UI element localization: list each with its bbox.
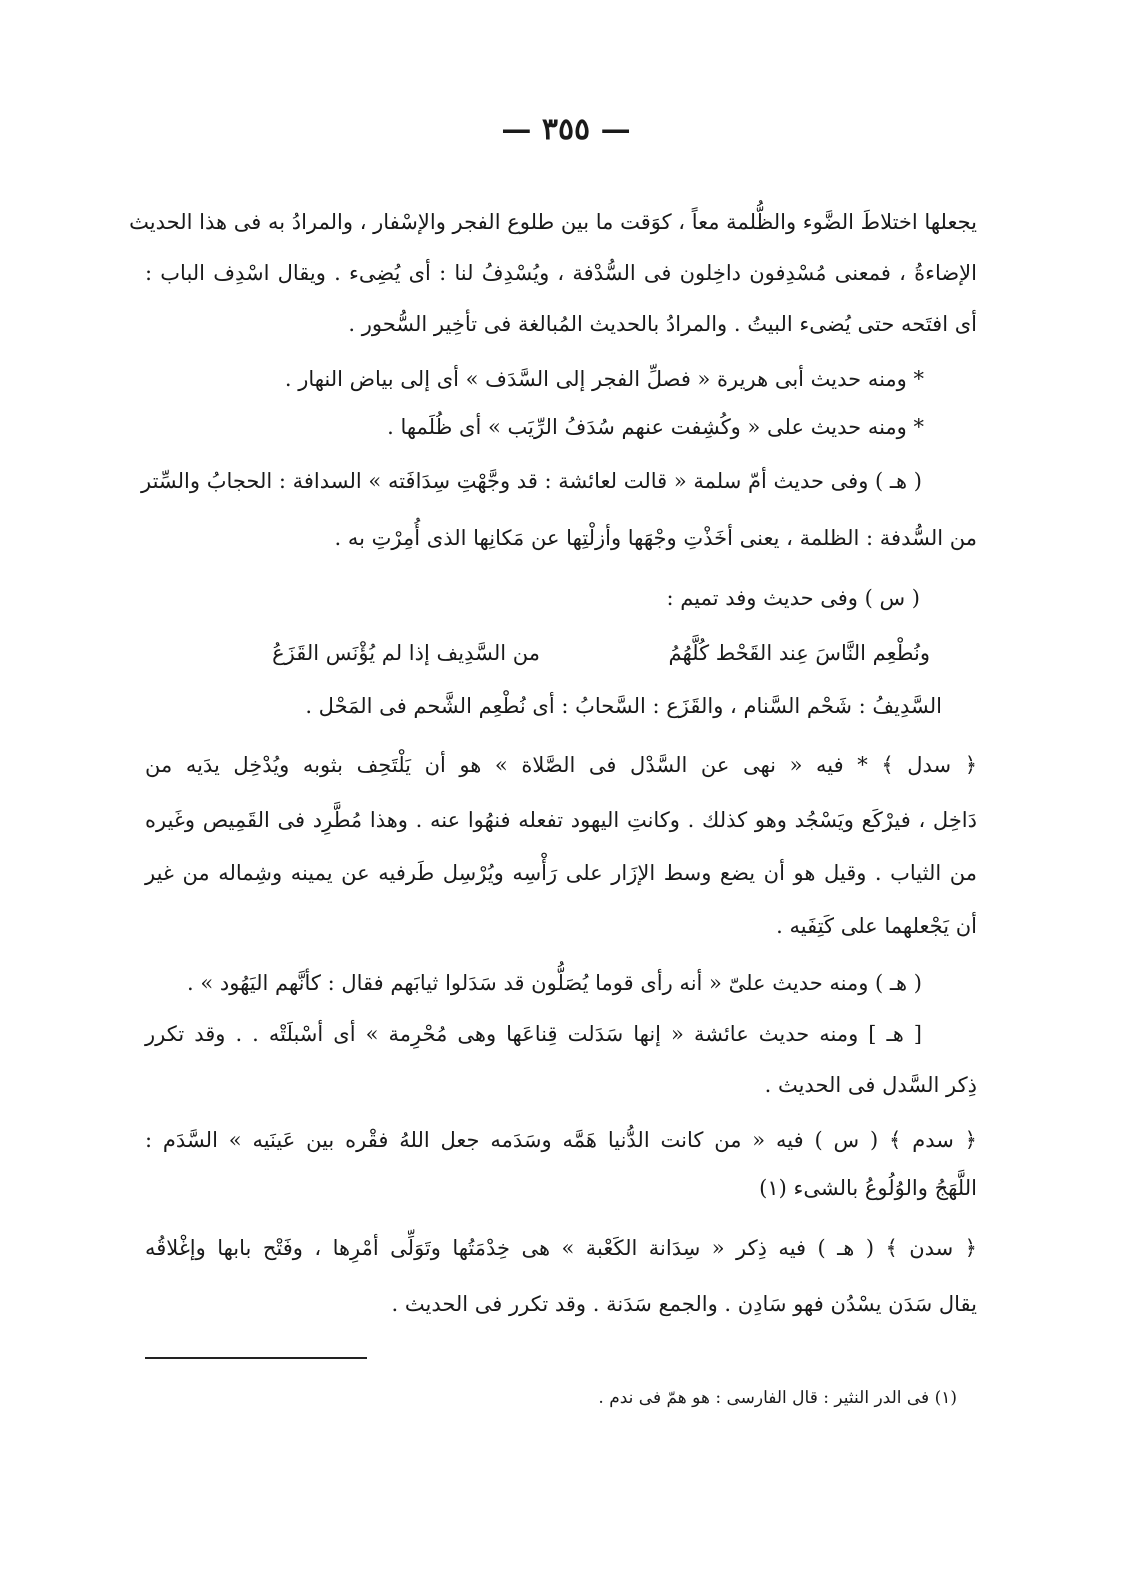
page-number: — ٣٥٥ — [501, 112, 631, 147]
text-line: الإضاءةُ ، فمعنى مُسْدِفون داخِلون فى السُّدْفة ، ويُسْدِفُ لنا : أى يُضِىء . ويقال اسْدِف الباب : [145, 261, 977, 285]
text-line: يقال سَدَن يسْدُن فهو سَادِن . والجمع سَدَنة . وقد تكرر فى الحديث . [391, 1292, 977, 1316]
text-line: السَّدِيفُ : شَحْم السَّنام ، والقَزَع : السَّحابُ : أى نُطْعِم الشَّحم فى المَحْل . [305, 694, 942, 718]
entry-sadam: ﴿ سدم ﴾ ( س ) فيه « من كانت الدُّنيا هَمَّه وسَدَمه جعل اللهُ فقْره بين عَينَيه » السَّدَم : [145, 1128, 977, 1152]
entry-sadan: ﴿ سدن ﴾ ( هـ ) فيه ذِكر « سِدَانة الكَعْبة » هى خِدْمَتُها وتَوَلِّى أمْرِها ، وفَتْح بابها وإغْلاقُه [145, 1236, 977, 1260]
text-line: ( س ) وفى حديث وفد تميم : [666, 586, 920, 610]
verse-hemistich-first: ونُطْعِم النَّاسَ عِند القَحْط كُلَّهُمُ [668, 641, 930, 665]
text-line: يجعلها اختلاطَ الضَّوء والظُّلمة معاً ، كوَقت ما بين طلوع الفجر والإسْفار ، والمرادُ به فى هذا الحديث [129, 210, 977, 234]
text-line: ( هـ ) وفى حديث أمّ سلمة « قالت لعائشة : قد وجَّهْتِ سِدَافَته » السدافة : الحجابُ والسِّتر [140, 469, 922, 493]
text-line: اللَّهَجُ والوُلُوعُ بالشىء (١) [759, 1176, 977, 1200]
text-line: دَاخِل ، فيرْكَع ويَسْجُد وهو كذلك . وكانتِ اليهود تفعله فنهُوا عنه . وهذا مُطَّرِد فى القَمِيص وغَيره [145, 808, 977, 832]
text-line: ذِكر السَّدل فى الحديث . [764, 1073, 977, 1097]
footnote-divider [145, 1357, 367, 1359]
text-line: * ومنه حديث على « وكُشِفت عنهم سُدَفُ الرِّيَب » أى ظُلَمها . [387, 415, 924, 439]
text-line: من السُّدفة : الظلمة ، يعنى أخَذْتِ وجْهَها وأزلْتِها عن مَكانِها الذى أُمِرْتِ به . [334, 526, 977, 550]
verse-hemistich-second: من السَّدِيف إذا لم يُؤْنَس القَزَعُ [272, 641, 540, 665]
text-line: من الثياب . وقيل هو أن يضع وسط الإزَار على رَأْسِه ويُرْسِل طَرفيه عن يمينه وشِماله من غير [145, 861, 977, 885]
text-line: ( هـ ) ومنه حديث علىّ « أنه رأى قوما يُصَلُّون قد سَدَلوا ثيابَهم فقال : كأنَّهم اليَهُود » . [187, 971, 922, 995]
text-line: * ومنه حديث أبى هريرة « فصلِّ الفجر إلى السَّدَف » أى إلى بياض النهار . [284, 367, 924, 391]
entry-sadal: ﴿ سدل ﴾ * فيه « نهى عن السَّدْل فى الصَّلاة » هو أن يَلْتَحِف بثوبه ويُدْخِل يدَيه من [145, 753, 977, 777]
text-line: أن يَجْعلهما على كَتِفَيه . [776, 914, 977, 938]
footnote: (١) فى الدر النثير : قال الفارسى : هو همّ فى ندم . [598, 1388, 957, 1408]
text-line: أى افتَحه حتى يُضىء البيتُ . والمرادُ بالحديث المُبالغة فى تأخِير السُّحور . [348, 312, 977, 336]
text-line: [ هـ ] ومنه حديث عائشة « إنها سَدَلت قِناعَها وهى مُحْرِمة » أى أسْبلَتْه . . وقد تكرر [145, 1022, 922, 1046]
